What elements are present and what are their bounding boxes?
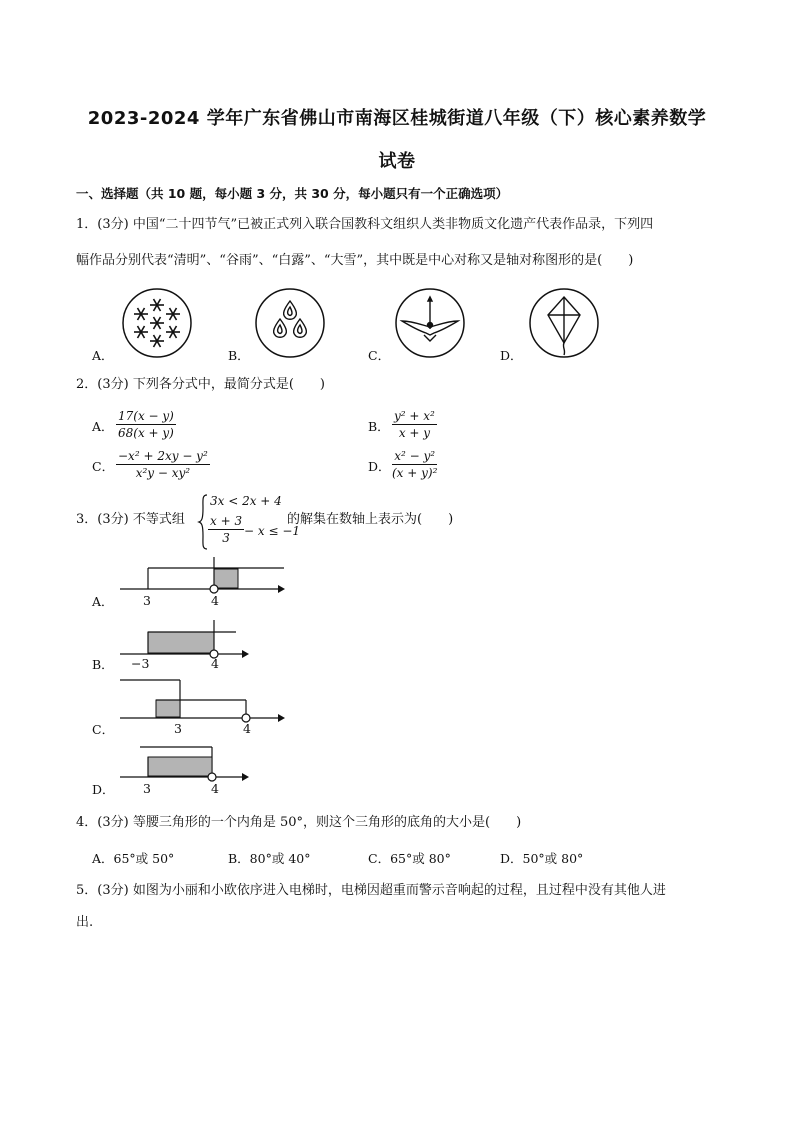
q2-option-d-label: D． <box>368 459 391 474</box>
q1-stem-line1: 1．(3分) 中国“二十四节气”已被正式列入联合国教科文组织人类非物质文化遗产代表作品录，下列四 <box>76 217 654 232</box>
q2-b-numerator: y² + x² <box>394 409 435 423</box>
q2-a-numerator: 17(x − y) <box>118 409 174 423</box>
q2-a-denominator: 68(x + y) <box>118 426 174 440</box>
kite-emblem-icon <box>528 287 600 359</box>
q1-option-a-label: A． <box>92 348 114 363</box>
water-drops-emblem-icon <box>254 287 326 359</box>
q2-option-c-label: C． <box>92 459 115 474</box>
q3-a-tick-left: 3 <box>143 593 151 608</box>
q2-c-numerator: −x² + 2xy − y² <box>118 449 208 463</box>
q2-option-b-fraction <box>392 409 437 440</box>
q3-ineq2-denominator: 3 <box>222 531 230 545</box>
q4-stem: 4．(3分) 等腰三角形的一个内角是 50°，则这个三角形的底角的大小是( ) <box>76 815 522 830</box>
q3-inequality-2-fraction <box>208 514 244 545</box>
page-title: 2023-2024 学年广东省佛山市南海区桂城街道八年级（下）核心素养数学 <box>87 108 707 129</box>
q3-stem-suffix: 的解集在数轴上表示为( ) <box>287 512 454 527</box>
snowflake-emblem-icon <box>121 287 193 359</box>
q1-option-b-label: B． <box>228 348 250 363</box>
q1-option-c-label: C． <box>368 348 391 363</box>
q3-c-tick-left: 3 <box>174 721 182 736</box>
q3-d-tick-left: 3 <box>143 781 151 796</box>
q3-b-tick-left: −3 <box>131 656 150 671</box>
q3-stem-prefix: 3．(3分) 不等式组 <box>76 512 185 527</box>
q2-option-a-label: A． <box>92 419 114 434</box>
q2-stem: 2．(3分) 下列各分式中，最简分式是( ) <box>76 377 325 392</box>
q5-stem-line1: 5．(3分) 如图为小丽和小欧依序进入电梯时，电梯因超重而警示音响起的过程，且过程中没有其他人进 <box>76 883 666 898</box>
q3-inequality-2-rest: − x ≤ −1 <box>244 524 301 538</box>
q4-option-a: A．65°或 50° <box>92 851 175 866</box>
q3-option-d-number-line <box>118 743 258 783</box>
q3-b-tick-right: 4 <box>211 656 219 671</box>
q3-a-tick-right: 4 <box>211 593 219 608</box>
q4-option-d: D．50°或 80° <box>500 851 584 866</box>
q2-d-numerator: x² − y² <box>392 449 437 465</box>
q3-inequality-1: 3x < 2x + 4 <box>210 494 282 508</box>
q5-stem-line2: 出. <box>76 915 94 930</box>
q2-option-d-fraction <box>392 449 437 480</box>
q3-c-tick-right: 4 <box>243 721 251 736</box>
page-title-continued: 试卷 <box>378 151 416 172</box>
q3-option-d-label: D． <box>92 782 115 797</box>
q3-option-a-number-line <box>118 555 288 595</box>
q3-d-tick-right: 4 <box>211 781 219 796</box>
q2-d-denominator: (x + y)² <box>392 466 438 480</box>
q1-option-d-label: D． <box>500 348 523 363</box>
q3-option-c-label: C． <box>92 722 115 737</box>
section-heading: 一、选择题（共 10 题，每小题 3 分，共 30 分，每小题只有一个正确选项） <box>76 186 509 201</box>
q4-option-c: C．65°或 80° <box>368 851 451 866</box>
q3-option-c-number-line <box>118 676 288 724</box>
q4-option-b: B．80°或 40° <box>228 851 311 866</box>
q2-b-denominator: x + y <box>398 426 431 440</box>
q3-option-a-label: A． <box>92 594 114 609</box>
q1-stem-line2: 幅作品分别代表“清明”、“谷雨”、“白露”、“大雪”，其中既是中心对称又是轴对称图形的是( ) <box>76 253 634 268</box>
q2-option-c-fraction <box>116 449 210 480</box>
q3-option-b-label: B． <box>92 657 114 672</box>
brace-icon <box>198 494 208 550</box>
q3-ineq2-numerator: x + 3 <box>210 514 243 528</box>
q3-option-b-number-line <box>118 618 258 658</box>
q2-option-b-label: B． <box>368 419 390 434</box>
q2-c-denominator: x²y − xy² <box>135 466 191 480</box>
q2-option-a-fraction <box>116 409 176 440</box>
bird-emblem-icon <box>394 287 466 359</box>
